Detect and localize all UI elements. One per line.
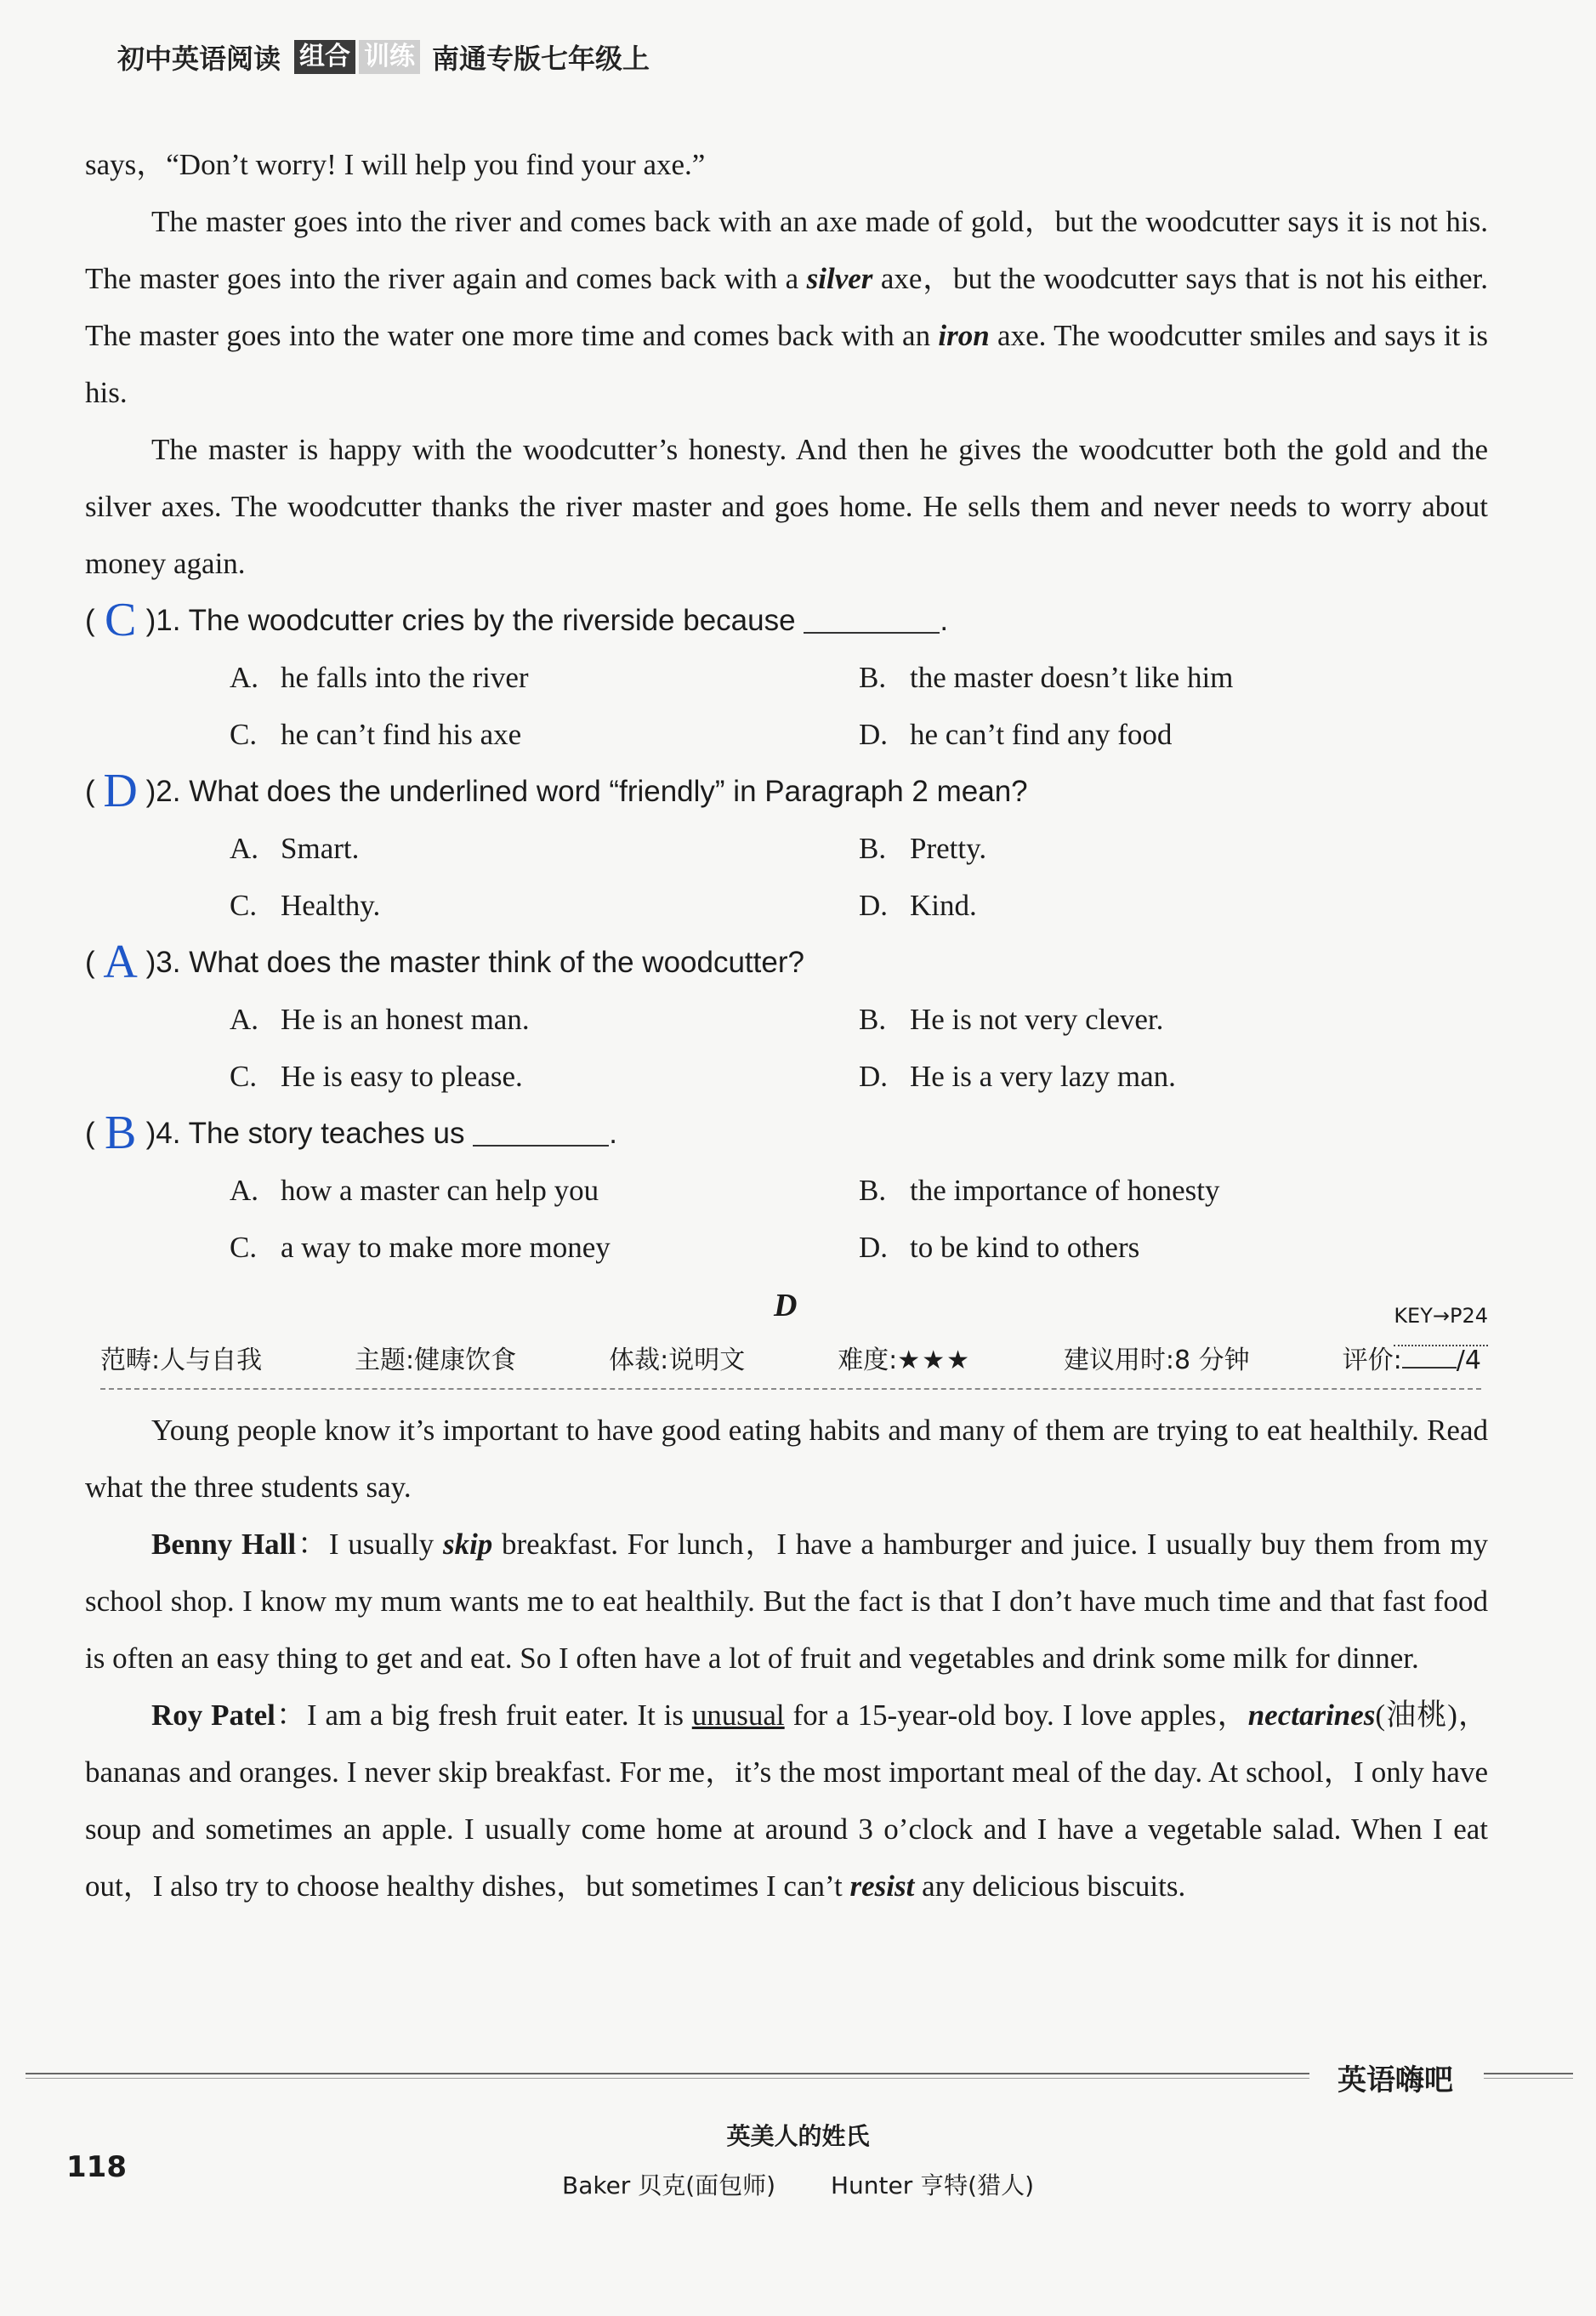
option-text: He is easy to please. <box>281 1060 523 1093</box>
option-letter: A. <box>230 1003 259 1036</box>
question-number: )3. <box>145 946 181 979</box>
answer-key-ref: KEY→P24 <box>1394 1288 1488 1346</box>
word-nectarines: nectarines <box>1247 1699 1376 1732</box>
option-text: He is an honest man. <box>281 1003 530 1036</box>
word-iron: iron <box>938 319 990 352</box>
difficulty-label: 难度: <box>838 1346 898 1375</box>
option-c <box>230 877 859 934</box>
options-4 <box>230 1162 1488 1276</box>
option-letter: D. <box>859 1060 889 1093</box>
meta-theme: 主题:健康饮食 <box>355 1346 517 1375</box>
option-letter: A. <box>230 1174 259 1207</box>
passage-d-benny <box>85 1516 1488 1687</box>
question-number: )4. <box>145 1117 181 1150</box>
option-a <box>230 991 859 1048</box>
option-letter: C. <box>230 1231 258 1264</box>
question-text: The story teaches us <box>188 1117 465 1150</box>
option-d <box>859 1048 1488 1105</box>
option-letter: B. <box>859 832 887 865</box>
option-letter: B. <box>859 661 887 694</box>
open-paren: ( <box>85 775 95 808</box>
question-3 <box>85 934 1488 991</box>
meta-time: 建议用时:8 分钟 <box>1063 1346 1250 1375</box>
tag-training: 训练 <box>359 40 420 74</box>
option-letter: C. <box>230 1060 258 1093</box>
open-paren: ( <box>85 604 95 637</box>
score-label: 评价: <box>1342 1346 1402 1375</box>
question-1 <box>85 592 1488 649</box>
option-text: Healthy. <box>281 889 381 922</box>
option-letter: D. <box>859 1231 889 1264</box>
question-number: )1. <box>145 604 181 637</box>
edition-label: 南通专版七年级上 <box>432 43 650 75</box>
option-d <box>859 1219 1488 1276</box>
section-d-title <box>85 1277 1488 1332</box>
answer-mark: C <box>104 594 137 646</box>
page-header <box>117 37 650 77</box>
option-text: to be kind to others <box>910 1231 1140 1264</box>
option-letter: A. <box>230 832 259 865</box>
text-run: axe，but the woodcutter says that is not his either. The master goes into the water one more time and comes back with an <box>85 262 1488 352</box>
option-text: Kind. <box>910 889 977 922</box>
option-text: a way to make more money <box>281 1231 611 1264</box>
option-text: Pretty. <box>910 832 987 865</box>
answer-blank <box>473 1119 609 1147</box>
answer-mark: B <box>104 1107 137 1159</box>
option-c <box>230 1048 859 1105</box>
option-b <box>859 820 1488 877</box>
option-letter: B. <box>859 1174 887 1207</box>
options-2 <box>230 820 1488 934</box>
meta-scope: 范畴:人与自我 <box>100 1346 263 1375</box>
answer-mark: A <box>103 936 138 988</box>
book-title: 初中英语阅读 <box>117 43 281 75</box>
footer-label: 英语嗨吧 <box>1338 2063 1453 2097</box>
question-list <box>85 592 1488 1276</box>
options-1 <box>230 649 1488 763</box>
word-skip: skip <box>442 1528 493 1561</box>
option-a <box>230 649 859 706</box>
meta-difficulty <box>838 1335 971 1386</box>
option-c <box>230 706 859 763</box>
speaker-name: Benny Hall <box>151 1528 297 1561</box>
option-letter: A. <box>230 661 259 694</box>
open-paren: ( <box>85 1117 95 1150</box>
question-end: . <box>940 604 949 637</box>
open-paren: ( <box>85 946 95 979</box>
score-blank <box>1402 1345 1457 1369</box>
speaker-name: Roy Patel <box>151 1699 275 1732</box>
question-text: What does the master think of the woodcutter? <box>189 946 804 979</box>
page-number: 118 <box>66 2150 127 2184</box>
footer-divider-right <box>1484 2073 1573 2079</box>
option-text: the importance of honesty <box>910 1174 1220 1207</box>
meta-genre: 体裁:说明文 <box>609 1346 746 1375</box>
question-number: )2. <box>145 775 181 808</box>
answer-blank <box>804 606 940 634</box>
section-letter: D <box>774 1288 798 1323</box>
option-d <box>859 706 1488 763</box>
tag-combo: 组合 <box>294 40 355 74</box>
text-run: axe. The woodcutter smiles and says it is his. <box>85 319 1488 409</box>
section-meta <box>100 1335 1481 1390</box>
page-content <box>85 136 1488 1915</box>
question-4 <box>85 1105 1488 1162</box>
question-2 <box>85 763 1488 820</box>
text-run: ：I usually <box>296 1528 443 1561</box>
option-text: the master doesn’t like him <box>910 661 1234 694</box>
word-unusual: unusual <box>691 1699 785 1732</box>
tip-line <box>0 2167 1596 2201</box>
passage-c-p0: says，“Don’t worry! I will help you find your axe.” <box>85 148 706 181</box>
question-text: The woodcutter cries by the riverside because <box>188 604 796 637</box>
text-run: (油桃)，bananas and oranges. I never skip breakfast. For me，it’s the most important meal of the day. At school，I only have soup and sometimes an apple. I usually come home at around 3 o’clock and I have a vegetable salad. When I eat out，I also try to choose healthy dishes，but sometimes I can’t <box>85 1699 1488 1903</box>
score-total: /4 <box>1456 1346 1481 1375</box>
option-text: he can’t find any food <box>910 718 1173 751</box>
text-run: for a 15-year-old boy. I love apples， <box>784 1699 1248 1732</box>
passage-c-p1 <box>85 193 1488 421</box>
options-3 <box>230 991 1488 1105</box>
text-run: breakfast. For lunch，I have a hamburger and juice. I usually buy them from my school shop. I know my mum wants me to eat healthily. But the fact is that I don’t have much time and that fast food is often an easy thing to get and eat. So I often have a lot of fruit and vegetables and drink some milk for dinner. <box>85 1528 1488 1675</box>
answer-mark: D <box>103 765 138 817</box>
text-run: ：I am a big fresh fruit eater. It is <box>275 1699 692 1732</box>
passage-d-intro: Young people know it’s important to have good eating habits and many of them are trying to eat healthily. Read what the three students say. <box>85 1414 1488 1504</box>
option-text: he falls into the river <box>281 661 529 694</box>
word-silver: silver <box>806 262 873 295</box>
option-text: He is not very clever. <box>910 1003 1164 1036</box>
option-text: He is a very lazy man. <box>910 1060 1176 1093</box>
tip-title: 英美人的姓氏 <box>726 2122 870 2150</box>
option-text: Smart. <box>281 832 360 865</box>
option-letter: C. <box>230 718 258 751</box>
option-b <box>859 649 1488 706</box>
text-run: any delicious biscuits. <box>914 1869 1186 1903</box>
question-text: What does the underlined word “friendly” in Paragraph 2 mean? <box>189 775 1028 808</box>
star-icon: ★★★ <box>897 1346 971 1375</box>
option-letter: D. <box>859 889 889 922</box>
word-resist: resist <box>849 1869 915 1903</box>
tip-item: Hunter 亨特(猎人) <box>830 2171 1034 2199</box>
tip-item: Baker 贝克(面包师) <box>562 2171 776 2199</box>
option-d <box>859 877 1488 934</box>
text-run: The master goes into the river and comes back with an axe made of gold，but the woodcutter says it is not his. The master goes into the river again and comes back with a <box>85 205 1488 295</box>
question-end: . <box>609 1117 617 1150</box>
option-c <box>230 1219 859 1276</box>
passage-c-p2: The master is happy with the woodcutter’s honesty. And then he gives the woodcutter both the gold and the silver axes. The woodcutter thanks the river master and goes home. He sells them and never needs to worry about money again. <box>85 433 1488 580</box>
option-a <box>230 820 859 877</box>
footer-divider <box>26 2073 1309 2079</box>
option-b <box>859 991 1488 1048</box>
option-letter: B. <box>859 1003 887 1036</box>
option-letter: C. <box>230 889 258 922</box>
option-text: how a master can help you <box>281 1174 599 1207</box>
option-text: he can’t find his axe <box>281 718 522 751</box>
option-b <box>859 1162 1488 1219</box>
passage-d-roy <box>85 1687 1488 1915</box>
option-letter: D. <box>859 718 889 751</box>
option-a <box>230 1162 859 1219</box>
